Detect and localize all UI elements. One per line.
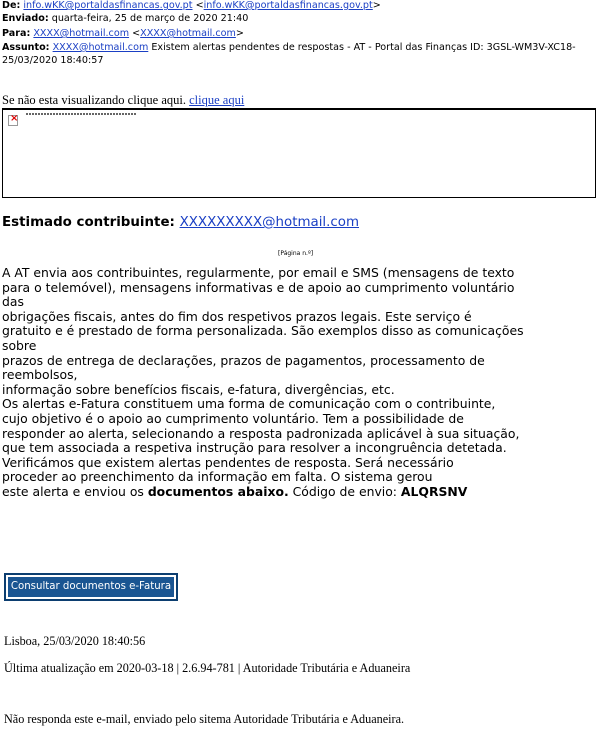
to-label: Para: xyxy=(2,28,31,39)
view-online-text: Se não esta visualizando clique aqui. xyxy=(2,93,190,107)
body-line: que tem associada a respetiva instrução para resolver a incongruência detetada. xyxy=(2,440,507,456)
to-email-link[interactable]: XXXX@hotmail.com xyxy=(33,28,130,39)
last-line-start: este alerta e enviou os xyxy=(2,483,148,499)
button-frame xyxy=(4,573,178,601)
sent-label: Enviado: xyxy=(2,13,49,24)
body-line: para o telemóvel), mensagens informativas e de apoio ao cumprimento voluntário xyxy=(2,279,515,295)
consult-documents-button[interactable]: Consultar documentos e-Fatura xyxy=(8,577,174,597)
body-line: cujo objetivo é o apoio ao cumprimento voluntário. Tem a possibilidade de xyxy=(2,410,464,426)
last-update-line: Última atualização em 2020-03-18 | 2.6.94-781 | Autoridade Tributária e Aduaneira xyxy=(4,661,411,675)
subject-line-2: 25/03/2020 18:40:57 xyxy=(2,55,104,66)
body-line: obrigações fiscais, antes do fim dos respetivos prazos legais. Este serviço é xyxy=(2,308,472,324)
body-last-line xyxy=(2,485,598,500)
last-line-middle: Código de envio: xyxy=(288,483,401,499)
body-line: Os alertas e-Fatura constituem uma forma de comunicação com o contribuinte, xyxy=(2,396,496,412)
message-body xyxy=(2,266,598,500)
subject-email-link[interactable]: XXXX@hotmail.com xyxy=(52,42,149,53)
body-line: proceder ao preenchimento da informação em falta. O sistema gerou xyxy=(2,469,433,485)
from-email-link-2[interactable]: info.wKK@portaldasfinancas.gov.pt xyxy=(203,0,373,11)
sent-value: quarta-feira, 25 de março de 2020 21:40 xyxy=(48,13,249,24)
subject-text: Existem alertas pendentes de respostas - AT - Portal das Finanças ID: 3GSL-WM3V-XC18- xyxy=(148,42,576,53)
documents-bold: documentos abaixo. xyxy=(147,483,289,499)
from-email-link[interactable]: info.wKK@portaldasfinancas.gov.pt xyxy=(23,0,193,11)
body-line: das xyxy=(2,294,24,310)
from-label: De: xyxy=(2,0,21,11)
no-reply-notice: Não responda este e-mail, enviado pelo sitema Autoridade Tributária e Aduaneira. xyxy=(4,712,405,726)
view-online-link[interactable]: clique aqui xyxy=(189,93,245,107)
subject-line xyxy=(2,42,576,54)
broken-image-frame xyxy=(2,108,596,198)
greeting xyxy=(2,215,359,230)
to-line xyxy=(2,28,244,40)
body-line: Verificámos que existem alertas pendentes de resposta. Será necessário xyxy=(2,454,454,470)
body-line: A AT envia aos contribuintes, regularmente, por email e SMS (mensagens de texto xyxy=(2,265,515,280)
to-email-link-2[interactable]: XXXX@hotmail.com xyxy=(140,28,236,39)
body-line: reembolsos, xyxy=(2,367,78,383)
from-separator: < xyxy=(192,0,204,11)
view-online-line xyxy=(2,93,244,108)
from-end: > xyxy=(372,0,381,11)
greeting-label: Estimado contribuinte: xyxy=(2,215,180,230)
page-number-note: [Página n.º] xyxy=(278,250,314,257)
sent-line xyxy=(2,13,248,25)
to-end: > xyxy=(235,28,244,39)
body-line: informação sobre benefícios fiscais, e-fatura, divergências, etc. xyxy=(2,381,395,397)
body-line: gratuito e é prestado de forma personalizada. São exemplos disso as comunicações xyxy=(2,323,524,339)
from-line xyxy=(2,0,381,12)
to-separator: < xyxy=(129,28,141,39)
image-alt-placeholder xyxy=(26,113,136,115)
broken-image-icon xyxy=(8,115,18,126)
body-line: responder ao alerta, selecionando a resposta padronizada aplicável à sua situação, xyxy=(2,425,520,441)
subject-label: Assunto: xyxy=(2,42,50,53)
body-line: sobre xyxy=(2,337,37,353)
date-line: Lisboa, 25/03/2020 18:40:56 xyxy=(4,634,146,648)
body-line: prazos de entrega de declarações, prazos de pagamentos, processamento de xyxy=(2,352,485,368)
send-code: ALQRSNV xyxy=(400,483,468,499)
greeting-email-link[interactable]: XXXXXXXXX@hotmail.com xyxy=(179,215,359,230)
